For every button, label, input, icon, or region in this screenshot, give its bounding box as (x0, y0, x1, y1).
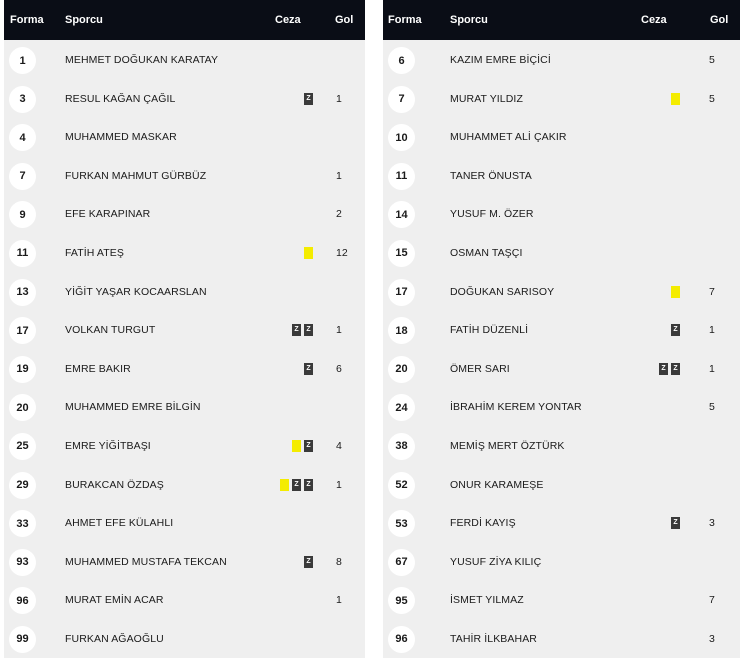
header-gol: Gol (335, 14, 354, 26)
player-row[interactable] (4, 156, 365, 195)
penalty-cards (304, 363, 313, 375)
goal-count: 1 (336, 324, 342, 337)
player-row[interactable] (383, 272, 740, 311)
header-sporcu: Sporcu (65, 14, 103, 26)
suspension-icon: Z (304, 324, 313, 336)
jersey-number: 4 (9, 124, 36, 151)
yellow-card-icon (671, 93, 680, 105)
table-header (383, 0, 740, 40)
goal-count: 4 (336, 439, 342, 452)
player-name[interactable]: MUHAMMET ALİ ÇAKIR (450, 131, 567, 144)
jersey-number: 20 (388, 356, 415, 383)
suspension-icon: Z (292, 479, 301, 491)
jersey-number: 10 (388, 124, 415, 151)
header-forma: Forma (10, 14, 44, 26)
goal-count: 12 (336, 246, 348, 259)
jersey-number: 17 (388, 279, 415, 306)
player-name[interactable]: YUSUF M. ÖZER (450, 208, 534, 221)
yellow-card-icon (304, 247, 313, 259)
jersey-number: 7 (9, 163, 36, 190)
goal-count: 7 (709, 594, 715, 607)
jersey-number: 33 (9, 510, 36, 537)
player-name[interactable]: TAHİR İLKBAHAR (450, 632, 537, 645)
player-row[interactable] (383, 465, 740, 504)
player-name[interactable]: ONUR KARAMEŞE (450, 478, 544, 491)
jersey-number: 15 (388, 240, 415, 267)
player-row[interactable] (383, 79, 740, 118)
player-row[interactable] (383, 233, 740, 272)
suspension-icon: Z (292, 324, 301, 336)
yellow-card-icon (280, 479, 289, 491)
player-row[interactable] (4, 310, 365, 349)
player-name[interactable]: RESUL KAĞAN ÇAĞIL (65, 92, 176, 105)
jersey-number: 96 (388, 626, 415, 653)
penalty-cards (671, 517, 680, 529)
penalty-cards (659, 363, 680, 375)
suspension-icon: Z (659, 363, 668, 375)
suspension-icon: Z (304, 556, 313, 568)
goal-count: 1 (709, 362, 715, 375)
player-row[interactable] (383, 156, 740, 195)
jersey-number: 95 (388, 587, 415, 614)
player-row[interactable] (4, 40, 365, 79)
player-row[interactable] (4, 465, 365, 504)
jersey-number: 18 (388, 317, 415, 344)
jersey-number: 14 (388, 201, 415, 228)
goal-count: 1 (336, 594, 342, 607)
goal-count: 5 (709, 54, 715, 66)
player-row[interactable] (4, 233, 365, 272)
penalty-cards (671, 93, 680, 105)
yellow-card-icon (671, 286, 680, 298)
player-name[interactable]: EMRE BAKIR (65, 362, 131, 375)
jersey-number: 11 (388, 163, 415, 190)
player-name[interactable]: İBRAHİM KEREM YONTAR (450, 401, 582, 414)
goal-count: 3 (709, 517, 715, 530)
player-name[interactable]: MUHAMMED EMRE BİLGİN (65, 401, 201, 414)
jersey-number: 19 (9, 356, 36, 383)
goal-count: 5 (709, 401, 715, 414)
suspension-icon: Z (671, 324, 680, 336)
suspension-icon: Z (304, 93, 313, 105)
player-row[interactable] (4, 79, 365, 118)
jersey-number: 29 (9, 472, 36, 499)
goal-count: 5 (709, 92, 715, 105)
jersey-number: 6 (388, 47, 415, 74)
header-sporcu: Sporcu (450, 14, 488, 26)
player-name[interactable]: MEHMET DOĞUKAN KARATAY (65, 54, 219, 66)
suspension-icon: Z (671, 363, 680, 375)
suspension-icon: Z (304, 479, 313, 491)
goal-count: 7 (709, 285, 715, 298)
goal-count: 6 (336, 362, 342, 375)
yellow-card-icon (292, 440, 301, 452)
player-name[interactable]: YUSUF ZİYA KILIÇ (450, 555, 542, 568)
jersey-number: 13 (9, 279, 36, 306)
penalty-cards (292, 440, 313, 452)
jersey-number: 53 (388, 510, 415, 537)
player-row[interactable] (4, 503, 365, 542)
jersey-number: 93 (9, 549, 36, 576)
jersey-number: 67 (388, 549, 415, 576)
player-name[interactable]: MURAT EMİN ACAR (65, 594, 164, 607)
jersey-number: 52 (388, 472, 415, 499)
goal-count: 1 (336, 478, 342, 491)
table-header (4, 0, 365, 40)
goal-count: 3 (709, 632, 715, 645)
suspension-icon: Z (304, 440, 313, 452)
player-row[interactable] (383, 580, 740, 619)
jersey-number: 3 (9, 86, 36, 113)
right-team-rows (383, 40, 740, 658)
player-name[interactable]: KAZIM EMRE BİÇİCİ (450, 54, 551, 66)
player-row[interactable] (383, 542, 740, 581)
player-row[interactable] (4, 542, 365, 581)
goal-count: 1 (336, 92, 342, 105)
player-row[interactable] (383, 194, 740, 233)
jersey-number: 25 (9, 433, 36, 460)
player-name[interactable]: YİĞİT YAŞAR KOCAARSLAN (65, 285, 207, 298)
jersey-number: 24 (388, 394, 415, 421)
player-name[interactable]: EMRE YİĞİTBAŞI (65, 439, 151, 452)
player-row[interactable] (383, 349, 740, 388)
goal-count: 8 (336, 555, 342, 568)
player-row[interactable] (4, 619, 365, 658)
player-name[interactable]: İSMET YILMAZ (450, 594, 524, 607)
player-row[interactable] (383, 310, 740, 349)
penalty-cards (671, 324, 680, 336)
player-name[interactable]: AHMET EFE KÜLAHLI (65, 517, 174, 530)
player-name[interactable]: VOLKAN TURGUT (65, 324, 156, 337)
player-row[interactable] (4, 387, 365, 426)
player-row[interactable] (4, 426, 365, 465)
player-name[interactable]: FURKAN MAHMUT GÜRBÜZ (65, 169, 207, 182)
player-name[interactable]: BURAKCAN ÖZDAŞ (65, 478, 164, 491)
player-row[interactable] (383, 387, 740, 426)
jersey-number: 9 (9, 201, 36, 228)
goal-count: 1 (336, 169, 342, 182)
player-name[interactable]: MUHAMMED MASKAR (65, 131, 177, 144)
jersey-number: 1 (9, 47, 36, 74)
penalty-cards (280, 479, 313, 491)
player-name[interactable]: OSMAN TAŞÇI (450, 246, 523, 259)
player-row[interactable] (4, 349, 365, 388)
player-name[interactable]: DOĞUKAN SARISOY (450, 285, 555, 298)
player-name[interactable]: MURAT YILDIZ (450, 92, 523, 105)
penalty-cards (304, 93, 313, 105)
suspension-icon: Z (304, 363, 313, 375)
player-name[interactable]: FATİH DÜZENLİ (450, 324, 529, 337)
left-team-rows (4, 40, 365, 658)
right-team-table (383, 0, 740, 658)
jersey-number: 7 (388, 86, 415, 113)
left-team-table (4, 0, 365, 658)
player-row[interactable] (383, 503, 740, 542)
player-row[interactable] (383, 117, 740, 156)
goal-count: 2 (336, 208, 342, 221)
player-row[interactable] (383, 619, 740, 658)
header-ceza: Ceza (275, 14, 301, 26)
penalty-cards (304, 247, 313, 259)
jersey-number: 17 (9, 317, 36, 344)
player-row[interactable] (383, 426, 740, 465)
player-row[interactable] (4, 272, 365, 311)
player-name[interactable]: FURKAN AĞAOĞLU (65, 632, 164, 645)
player-name[interactable]: EFE KARAPINAR (65, 208, 151, 221)
jersey-number: 99 (9, 626, 36, 653)
player-name[interactable]: FERDİ KAYIŞ (450, 517, 516, 530)
player-name[interactable]: MEMİŞ MERT ÖZTÜRK (450, 439, 565, 452)
player-name[interactable]: MUHAMMED MUSTAFA TEKCAN (65, 555, 227, 568)
player-row[interactable] (4, 194, 365, 233)
goal-count: 1 (709, 324, 715, 337)
jersey-number: 38 (388, 433, 415, 460)
header-gol: Gol (710, 14, 729, 26)
header-ceza: Ceza (641, 14, 667, 26)
player-row[interactable] (4, 117, 365, 156)
jersey-number: 11 (9, 240, 36, 267)
player-row[interactable] (4, 580, 365, 619)
penalty-cards (304, 556, 313, 568)
penalty-cards (292, 324, 313, 336)
penalty-cards (671, 286, 680, 298)
player-row[interactable] (383, 40, 740, 79)
jersey-number: 20 (9, 394, 36, 421)
suspension-icon: Z (671, 517, 680, 529)
player-name[interactable]: ÖMER SARI (450, 362, 510, 375)
header-forma: Forma (388, 14, 422, 26)
player-name[interactable]: TANER ÖNUSTA (450, 169, 532, 182)
player-name[interactable]: FATİH ATEŞ (65, 246, 124, 259)
jersey-number: 96 (9, 587, 36, 614)
